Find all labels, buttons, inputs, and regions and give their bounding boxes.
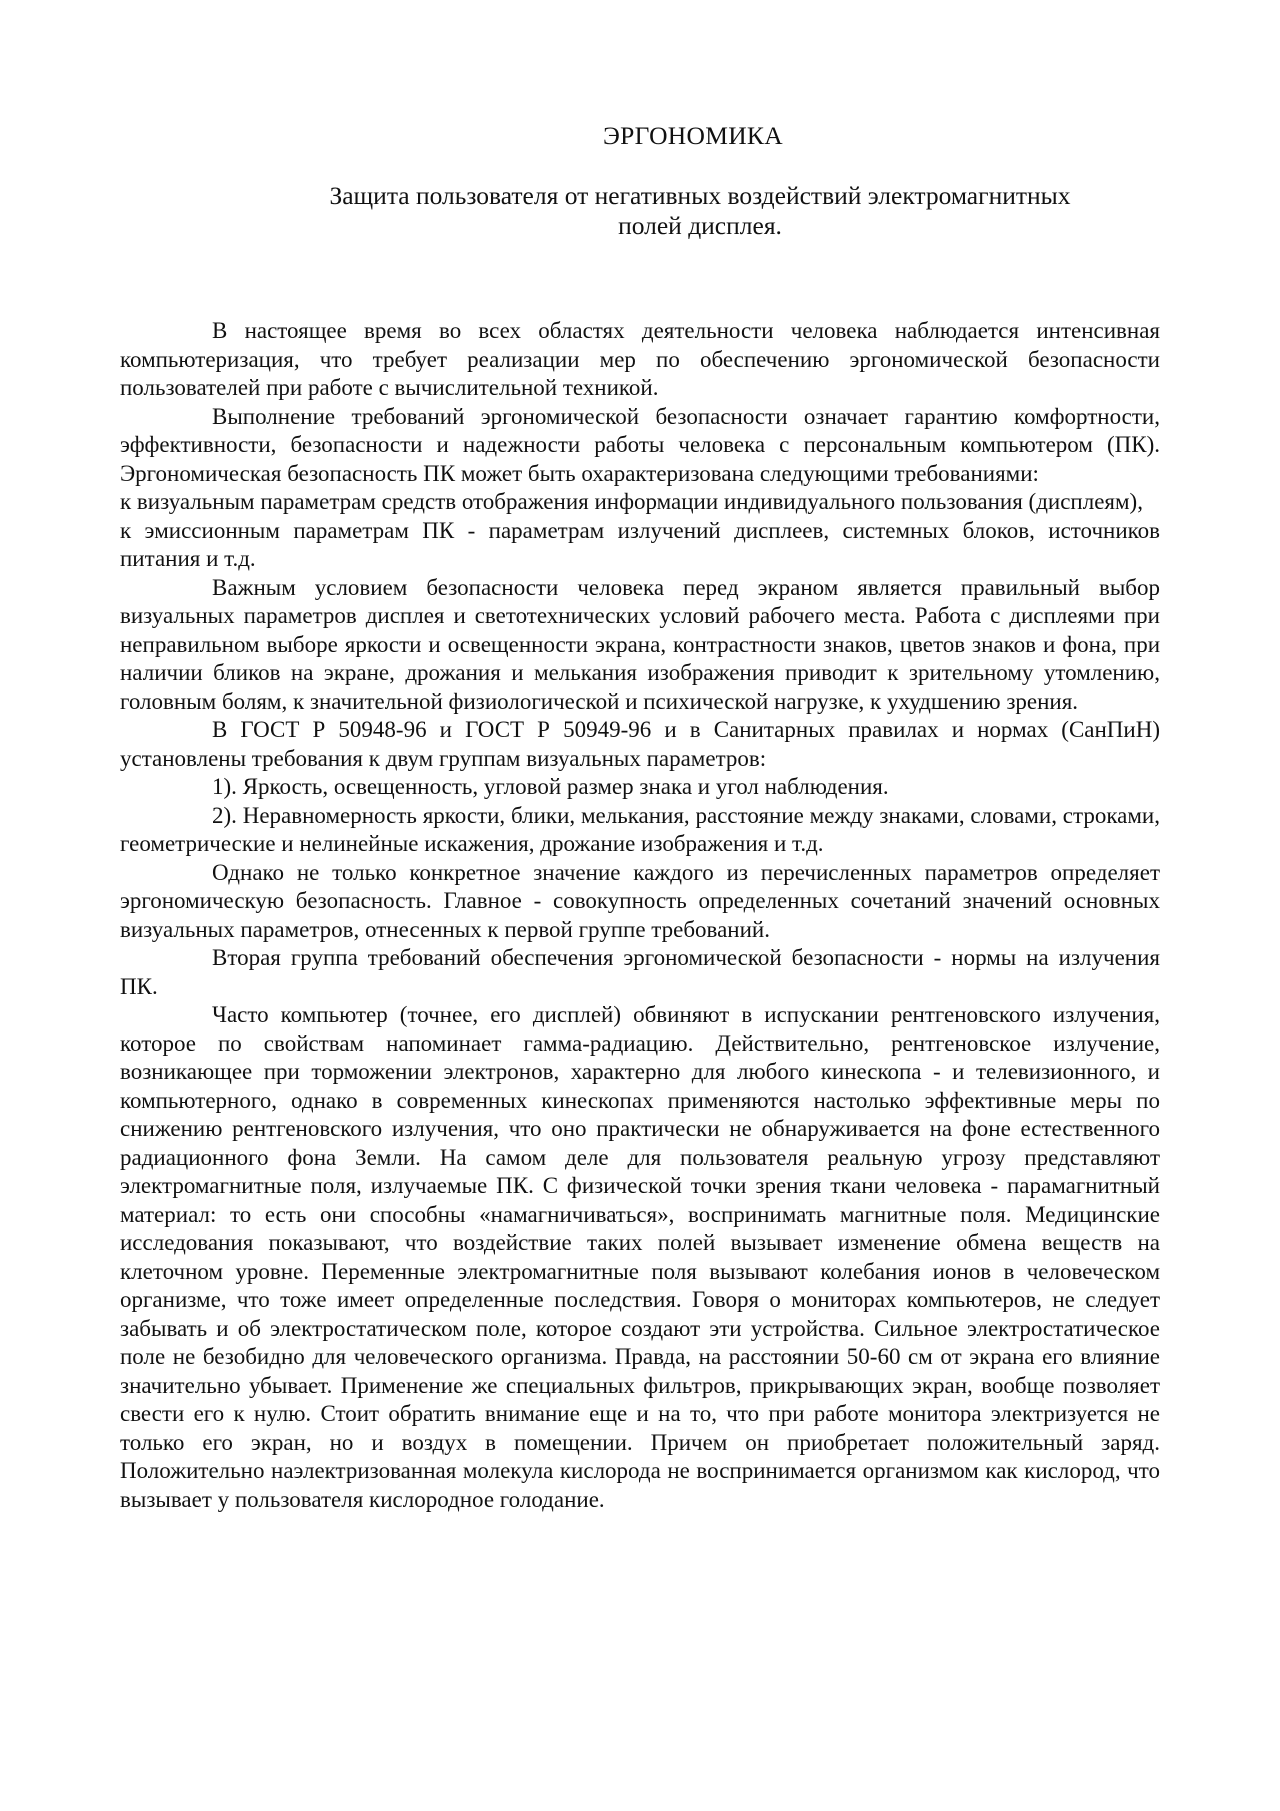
list-item-group-1: 1). Яркость, освещенность, угловой размер знака и угол наблюдения.	[212, 774, 889, 799]
list-item-group-2: 2). Неравномерность яркости, блики, мелькания, расстояние между знаками, словами, строками, геометрические и нелинейные искажения, дрожание изображения и т.д.	[120, 802, 1160, 856]
paragraph-requirements: Выполнение требований эргономической безопасности означает гарантию комфортности, эффективности, безопасности и надежности работы человека с персональным компьютером (ПК). Эргономическая безопасность ПК может быть охарактеризована следующими требованиями:	[120, 403, 1160, 486]
page-title: ЭРГОНОМИКА	[603, 121, 783, 150]
body-text	[120, 317, 1160, 1514]
paragraph-second-group: Вторая группа требований обеспечения эргономической безопасности - нормы на излучения ПК.	[120, 945, 1160, 999]
subtitle-line-2: полей дисплея.	[618, 211, 782, 240]
list-item-visual-params: к визуальным параметрам средств отображения информации индивидуального пользования (дисплеям),	[120, 489, 1143, 514]
paragraph-intro: В настоящее время во всех областях деятельности человека наблюдается интенсивная компьютеризация, что требует реализации мер по обеспечению эргономической безопасности пользователей при работе с вычислительной техникой.	[120, 318, 1160, 400]
paragraph-visual-conditions: Важным условием безопасности человека перед экраном является правильный выбор визуальных параметров дисплея и светотехнических условий рабочего места. Работа с дисплеями при неправильном выборе яркости и освещенности экрана, контрастности знаков, цветов знаков и фона, при наличии бликов на экране, дрожания и мелькания изображения приводит к зрительному утомлению, головным болям, к значительной физиологической и психической нагрузке, к ухудшению зрения.	[120, 574, 1160, 714]
paragraph-combination: Однако не только конкретное значение каждого из перечисленных параметров определяет эргономическую безопасность. Главное - совокупность определенных сочетаний значений основных визуальных параметров, отнесенных к первой группе требований.	[120, 859, 1160, 942]
list-item-emission-params: к эмиссионным параметрам ПК - параметрам излучений дисплеев, системных блоков, источников питания и т.д.	[120, 517, 1160, 571]
page-subtitle	[0, 181, 1280, 241]
paragraph-radiation: Часто компьютер (точнее, его дисплей) обвиняют в испускании рентгеновского излучения, которое по свойствам напоминает гамма-радиацию. Действительно, рентгеновское излучение, возникающее при торможении электронов, характерно для любого кинескопа - и телевизионного, и компьютерного, однако в современных кинескопах применяются настолько эффективные меры по снижению рентгеновского излучения, что оно практически не обнаруживается на фоне естественного радиационного фона Земли. На самом деле для пользователя реальную угрозу представляют электромагнитные поля, излучаемые ПК. С физической точки зрения ткани человека - парамагнитный материал: то есть они способны «намагничиваться», воспринимать магнитные поля. Медицинские исследования показывают, что воздействие таких полей вызывает изменение обмена веществ на клеточном уровне. Переменные электромагнитные поля вызывают колебания ионов в человеческом организме, что тоже имеет определенные последствия. Говоря о мониторах компьютеров, не следует забывать и об электростатическом поле, которое создают эти устройства. Сильное электростатическое поле не безобидно для человеческого организма. Правда, на расстоянии 50-60 см от экрана его влияние значительно убывает. Применение же специальных фильтров, прикрывающих экран, вообще позволяет свести его к нулю. Стоит обратить внимание еще и на то, что при работе монитора электризуется не только его экран, но и воздух в помещении. Причем он приобретает положительный заряд. Положительно наэлектризованная молекула кислорода не воспринимается организмом как кислород, что вызывает у пользователя кислородное голодание.	[120, 1002, 1160, 1512]
subtitle-line-1: Защита пользователя от негативных воздействий электромагнитных	[329, 181, 1071, 210]
paragraph-gost: В ГОСТ Р 50948-96 и ГОСТ Р 50949-96 и в Санитарных правилах и нормах (СанПиН) установлены требования к двум группам визуальных параметров:	[120, 717, 1160, 771]
